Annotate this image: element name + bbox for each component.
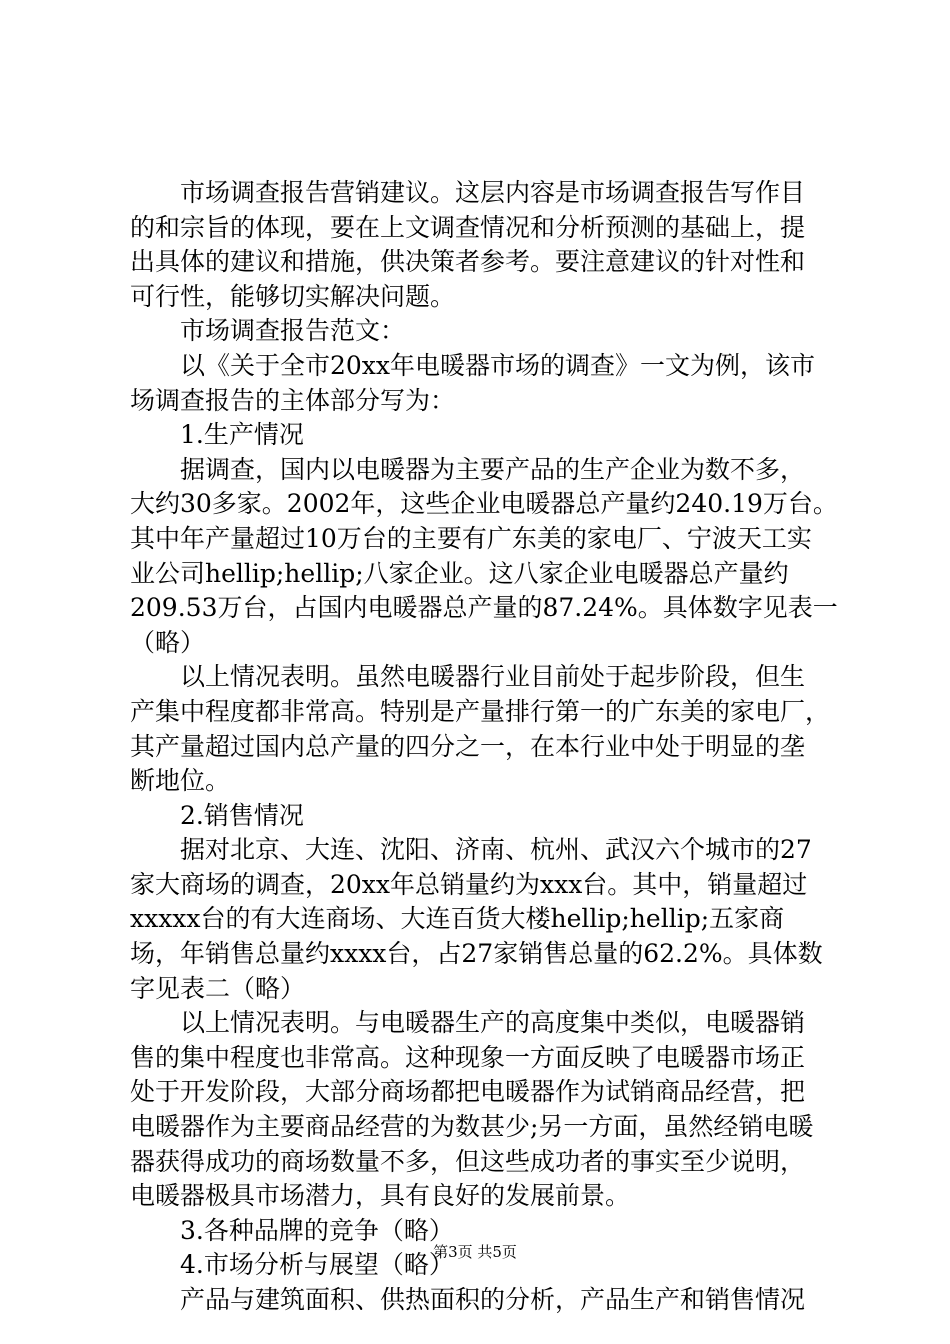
page-footer: 第3页 共5页	[433, 1243, 517, 1261]
text-line: xxxxx台的有大连商场、大连百货大楼hellip;hellip;五家商	[130, 904, 785, 934]
text-line: 产集中程度都非常高。特别是产量排行第一的广东美的家电厂，	[130, 696, 831, 726]
text-line: 其产量超过国内总产量的四分之一，在本行业中处于明显的垄	[130, 731, 806, 761]
text-line: 以上情况表明。与电暖器生产的高度集中类似，电暖器销	[180, 1008, 806, 1038]
text-line: 器获得成功的商场数量不多，但这些成功者的事实至少说明，	[130, 1146, 806, 1176]
text-line: 据对北京、大连、沈阳、济南、杭州、武汉六个城市的27	[180, 835, 812, 865]
text-line: （略）	[130, 627, 206, 657]
text-line: 处于开发阶段，大部分商场都把电暖器作为试销商品经营，把	[130, 1077, 806, 1107]
text-line: 售的集中程度也非常高。这种现象一方面反映了电暖器市场正	[130, 1042, 806, 1072]
text-line: 大约30多家。2002年，这些企业电暖器总产量约240.19万台。	[130, 489, 838, 519]
text-line: 出具体的建议和措施，供决策者参考。要注意建议的针对性和	[130, 247, 806, 277]
text-line: 家大商场的调查，20xx年总销量约为xxx台。其中，销量超过	[130, 869, 808, 899]
text-line: 业公司hellip;hellip;八家企业。这八家企业电暖器总产量约	[130, 558, 789, 588]
text-line: 的和宗旨的体现，要在上文调查情况和分析预测的基础上，提	[130, 212, 806, 242]
document-body	[130, 176, 842, 1318]
text-line: 其中年产量超过10万台的主要有广东美的家电厂、宁波天工实	[130, 523, 812, 553]
text-line: 产品与建筑面积、供热面积的分析，产品生产和销售情况	[180, 1285, 806, 1314]
text-line: 市场调查报告营销建议。这层内容是市场调查报告写作目	[180, 178, 806, 207]
text-line: 以上情况表明。虽然电暖器行业目前处于起步阶段，但生	[180, 662, 806, 692]
text-line: 电暖器极具市场潜力，具有良好的发展前景。	[130, 1181, 631, 1211]
text-line: 场调查报告的主体部分写为：	[130, 385, 456, 415]
text-line: 4.市场分析与展望（略）	[180, 1250, 454, 1280]
text-line: 以《关于全市20xx年电暖器市场的调查》一文为例，该市	[180, 350, 816, 380]
text-line: 据调查，国内以电暖器为主要产品的生产企业为数不多，	[180, 454, 806, 484]
text-line: 断地位。	[130, 766, 231, 796]
text-line: 市场调查报告范文：	[180, 316, 406, 346]
text-line: 209.53万台，占国内电暖器总产量的87.24%。具体数字见表一	[130, 593, 838, 623]
text-line: 电暖器作为主要商品经营的为数甚少;另一方面，虽然经销电暖	[130, 1112, 814, 1142]
text-line: 2.销售情况	[180, 800, 304, 830]
text-line: 1.生产情况	[180, 420, 304, 450]
text-line: 可行性，能够切实解决问题。	[130, 281, 456, 311]
text-line: 3.各种品牌的竞争（略）	[180, 1215, 454, 1245]
text-line: 场，年销售总量约xxxx台，占27家销售总量的62.2%。具体数	[130, 939, 823, 969]
text-line: 字见表二（略）	[130, 973, 306, 1003]
